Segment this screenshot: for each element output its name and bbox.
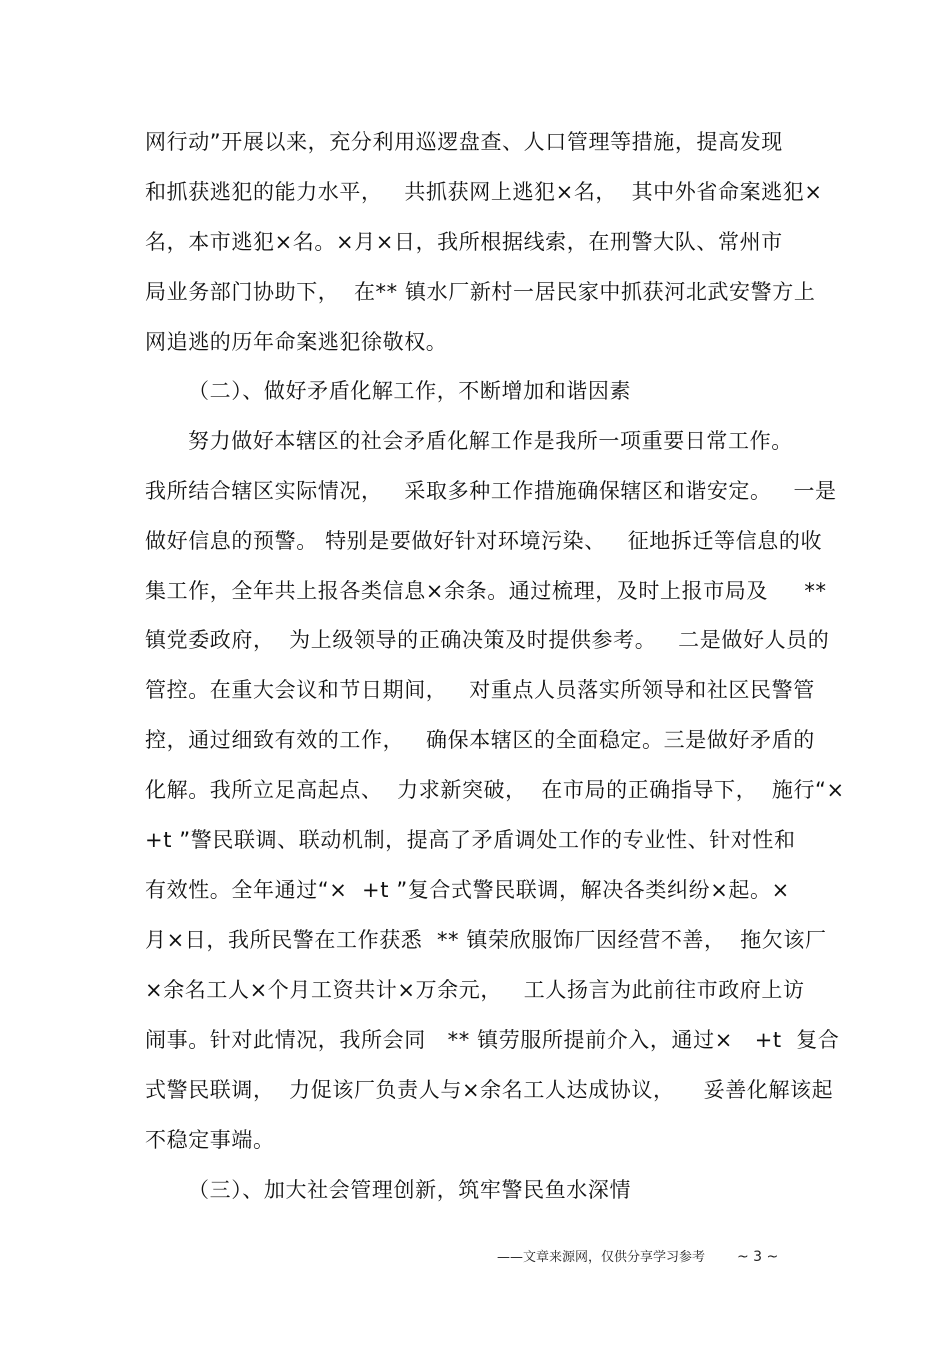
paragraph-line: 闹事。针对此情况，我所会同 ** 镇劳服所提前介入，通过× +t 复合: [145, 1028, 840, 1052]
paragraph-line: 式警民联调， 力促该厂负责人与×余名工人达成协议， 妥善化解该起: [145, 1078, 834, 1102]
footer-source-note: ——文章来源网，仅供分享学习参考: [497, 1250, 706, 1265]
paragraph-line: 不稳定事端。: [145, 1128, 275, 1152]
paragraph-line: 化解。我所立足高起点、 力求新突破， 在市局的正确指导下， 施行“×: [145, 778, 845, 802]
paragraph-line: 做好信息的预警。 特别是要做好针对环境污染、 征地拆迁等信息的收: [145, 529, 823, 553]
paragraph-line: 网行动”开展以来，充分利用巡逻盘查、人口管理等措施，提高发现: [145, 130, 783, 154]
paragraph-line: 努力做好本辖区的社会矛盾化解工作是我所一项重要日常工作。: [188, 429, 793, 453]
paragraph-line: 局业务部门协助下， 在** 镇水厂新村一居民家中抓获河北武安警方上: [145, 280, 816, 304]
paragraph-line: 镇党委政府， 为上级领导的正确决策及时提供参考。 二是做好人员的: [145, 628, 830, 652]
paragraph-line: 月×日，我所民警在工作获悉 ** 镇荣欣服饰厂因经营不善， 拖欠该厂: [145, 928, 827, 952]
paragraph-line: 我所结合辖区实际情况， 采取多种工作措施确保辖区和谐安定。 一是: [145, 479, 837, 503]
paragraph-line: +t ”警民联调、联动机制，提高了矛盾调处工作的专业性、针对性和: [145, 828, 796, 852]
paragraph-line: ×余名工人×个月工资共计×万余元， 工人扬言为此前往市政府上访: [145, 978, 805, 1002]
paragraph-line: 有效性。全年通过“× +t ”复合式警民联调，解决各类纠纷×起。×: [145, 878, 790, 902]
paragraph-line: 管控。在重大会议和节日期间， 对重点人员落实所领导和社区民警管: [145, 678, 815, 702]
paragraph-line: 控，通过细致有效的工作， 确保本辖区的全面稳定。三是做好矛盾的: [145, 728, 815, 752]
paragraph-line: 集工作，全年共上报各类信息×余条。通过梳理，及时上报市局及 **: [145, 579, 827, 603]
section-heading: （三）、加大社会管理创新，筑牢警民鱼水深情: [188, 1178, 632, 1202]
page-number: ~ 3 ~: [737, 1249, 779, 1265]
paragraph-line: 名，本市逃犯×名。×月×日，我所根据线索，在刑警大队、常州市: [145, 230, 783, 254]
section-heading: （二）、做好矛盾化解工作，不断增加和谐因素: [188, 379, 632, 403]
paragraph-line: 和抓获逃犯的能力水平， 共抓获网上逃犯×名， 其中外省命案逃犯×: [145, 180, 823, 204]
paragraph-line: 网追逃的历年命案逃犯徐敬权。: [145, 330, 448, 354]
